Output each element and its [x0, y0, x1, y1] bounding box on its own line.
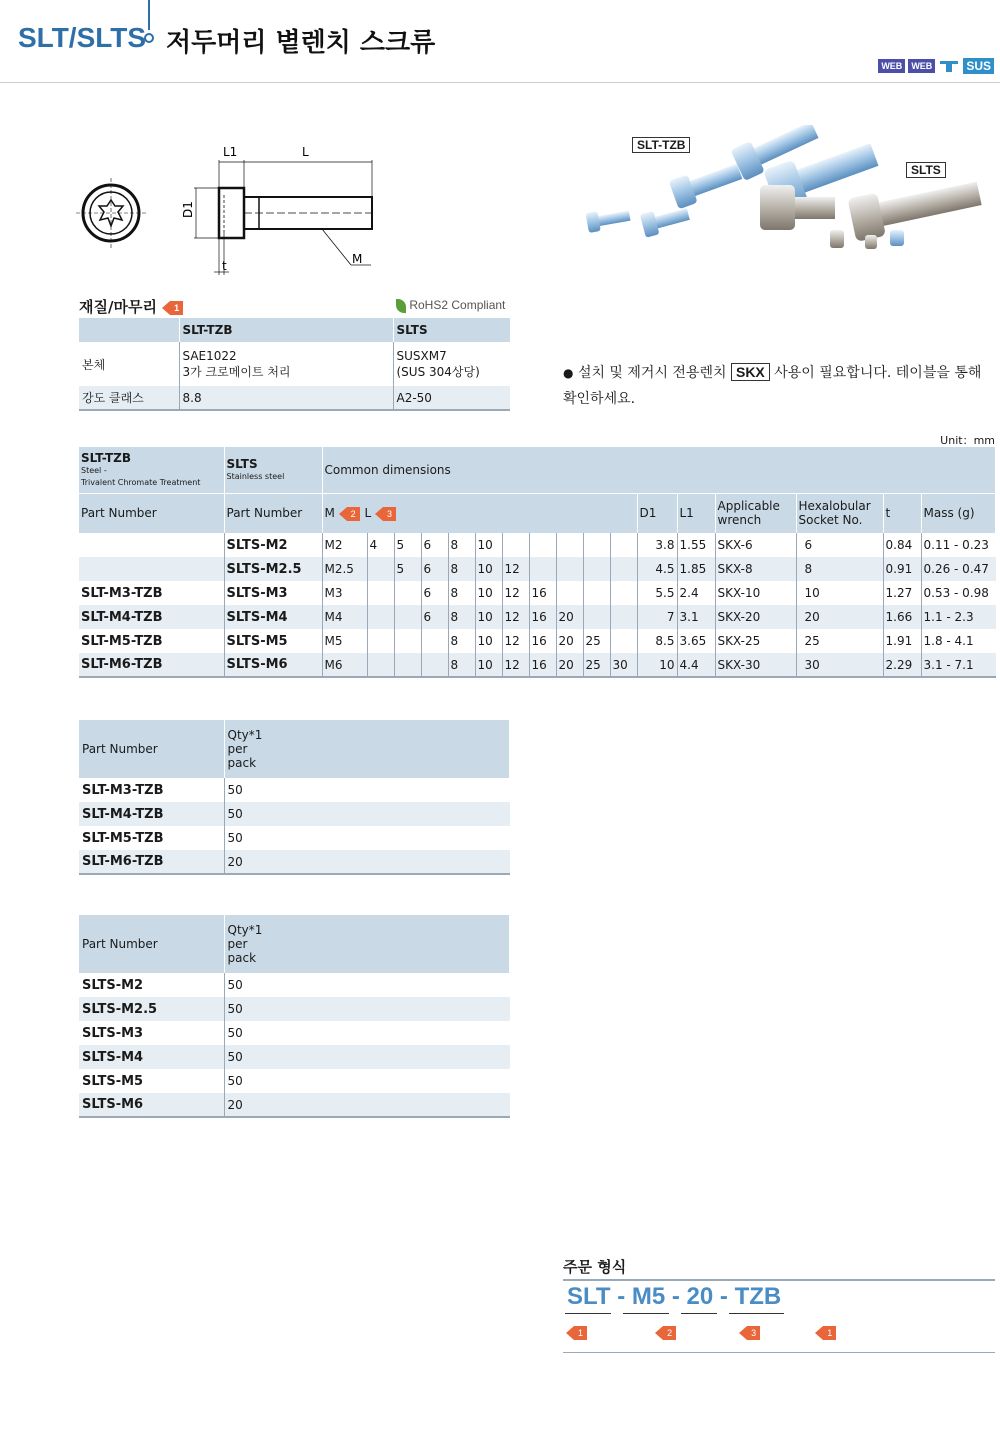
code-underline: [623, 1313, 669, 1314]
product-code-title: SLT/SLTS: [18, 22, 147, 53]
ref-marker: 1: [162, 301, 184, 315]
spec-table: SLT-TZB Steel - Trivalent Chromate Treatment SLTS Stainless steel Common dimensions Part Number Part Number M 2 L 3 D1 L1 Applicable wrench Hexalobular Socket No. t Mass (g) SLTS-M2 M2 4 5 6 8 10 3.8 1.55 SKX-6 6 0.84 0.11 - 0.23 SLTS-M2.5 M2.5 5 6 8 10 12 4.5 1.85 SKX-8 8 0.91 0.26 - 0.47 SLT-M3-TZB SLTS-M3 M3 6 8 10 12 16 5.5 2.4 SKX-10 10 1.27 0.53 - 0.98 SLT-M4-TZB SLTS-M4 M4 6 8 10 12 16 20 7 3.1 SKX-20 20 1.66 1.1 - 2.3 SLT-M5-TZB SLTS-M5 M5 8 10 12 16 20 25 8.5 3.65 SKX-25 25 1.91 1.8 - 4.1 SLT-M6-TZB SLTS-M6 M6 8 10 12 16 20 25 30 10 4.4 SKX-30 30 2.29 3.1 - 7.1: [79, 447, 996, 678]
table-row: SLT-M5-TZB 50: [79, 826, 510, 850]
table-row: SLTS-M2.5 50: [79, 997, 510, 1021]
table-row: SLT-M6-TZB 20: [79, 850, 510, 874]
header-rule: [0, 82, 1000, 83]
sus-badge: SUS: [963, 58, 994, 74]
skx-label: SKX: [731, 363, 770, 381]
qty-table-slts: Part Number Qty*1 per pack SLTS-M2 50 SLTS-M2.5 50 SLTS-M3 50 SLTS-M4 50 SLTS-M5 50 SLTS-M6 20: [79, 915, 510, 1118]
screw-icon: [938, 58, 960, 74]
ref-marker: 1: [566, 1326, 588, 1340]
table-row: SLTS-M3 50: [79, 1021, 510, 1045]
dim-d1-label: D1: [181, 201, 195, 218]
order-format-title: 주문 형식: [563, 1258, 627, 1276]
ref-marker: 2: [655, 1326, 677, 1340]
web-badge: WEB: [878, 59, 905, 73]
photo-label-slt-tzb: SLT-TZB: [632, 137, 690, 153]
dim-m-label: M: [352, 252, 363, 266]
table-row: SLT-M4-TZB 50: [79, 802, 510, 826]
rohs-badge: RoHS2 Compliant: [396, 298, 505, 313]
dim-l1-label: L1: [223, 145, 238, 159]
material-section-title: [79, 296, 184, 317]
screw-drawing: [76, 140, 386, 280]
ref-marker: 3: [739, 1326, 761, 1340]
dim-t-label: t: [222, 259, 227, 273]
table-row: SLTS-M2.5 M2.5 5 6 8 10 12 4.5 1.85 SKX-8 8 0.91 0.26 - 0.47: [79, 557, 996, 581]
table-row: SLT-M3-TZB SLTS-M3 M3 6 8 10 12 16 5.5 2.4 SKX-10 10 1.27 0.53 - 0.98: [79, 581, 996, 605]
web-badge: WEB: [908, 59, 935, 73]
ref-marker: 1: [815, 1326, 837, 1340]
page-title: 저두머리 볕렌치 스크류: [166, 28, 436, 58]
ref-marker: 3: [375, 507, 397, 521]
material-table: SLT-TZB SLTS 본체 SAE1022 3가 크로메이트 처리 SUSXM7 (SUS 304상당) 강도 클래스 8.8 A2-50: [79, 318, 510, 411]
qty-table-slt: Part Number Qty*1 per pack SLT-M3-TZB 50 SLT-M4-TZB 50 SLT-M5-TZB 50 SLT-M6-TZB 20: [79, 720, 510, 875]
table-row: SLT-M3-TZB 50: [79, 778, 510, 802]
table-row: SLT-M4-TZB SLTS-M4 M4 6 8 10 12 16 20 7 3.1 SKX-20 20 1.66 1.1 - 2.3: [79, 605, 996, 629]
table-row: SLTS-M2 M2 4 5 6 8 10 3.8 1.55 SKX-6 6 0.84 0.11 - 0.23: [79, 533, 996, 557]
code-underline: [681, 1313, 717, 1314]
table-row: SLT-M6-TZB SLTS-M6 M6 8 10 12 16 20 25 30 10 4.4 SKX-30 30 2.29 3.1 - 7.1: [79, 653, 996, 677]
ref-marker: 2: [339, 507, 361, 521]
unit-label: Unit：mm: [940, 434, 995, 447]
spec-badges: [878, 58, 994, 74]
order-rule-top: [563, 1279, 995, 1281]
table-row: SLTS-M2 50: [79, 973, 510, 997]
dim-l-label: L: [302, 145, 309, 159]
code-underline: [729, 1313, 784, 1314]
code-underline: [565, 1313, 611, 1314]
photo-label-slts: SLTS: [906, 162, 946, 178]
order-rule-bottom: [563, 1352, 995, 1353]
material-title: 재질/마무리: [79, 298, 157, 316]
wrench-note: ● 설치 및 제거시 전용렌치 SKX 사용이 필요합니다. 테이블을 통해 확인하세요.: [563, 364, 982, 407]
leaf-icon: [396, 299, 406, 313]
table-row: SLT-M5-TZB SLTS-M5 M5 8 10 12 16 20 25 8.5 3.65 SKX-25 25 1.91 1.8 - 4.1: [79, 629, 996, 653]
table-row: SLTS-M5 50: [79, 1069, 510, 1093]
table-row: SLTS-M6 20: [79, 1093, 510, 1117]
header-divider: [148, 0, 150, 30]
order-code-example: SLT - M5 - 20 - TZB: [567, 1283, 782, 1310]
table-row: SLTS-M4 50: [79, 1045, 510, 1069]
